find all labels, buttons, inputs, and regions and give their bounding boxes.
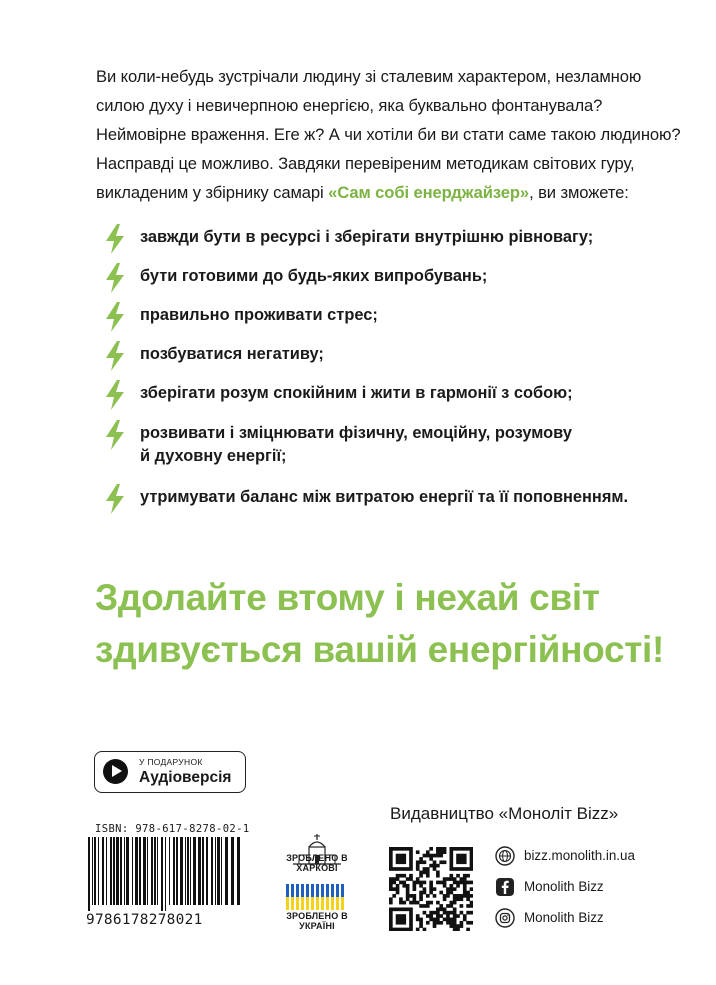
list-item-text: правильно проживати стрес; <box>140 306 378 324</box>
intro-paragraph <box>96 62 681 207</box>
barcode-number: 9786178278021 <box>86 912 203 928</box>
contact-text: bizz.monolith.in.ua <box>524 848 635 863</box>
list-item-text: завжди бути в ресурсі і зберігати внутрішню рівновагу; <box>140 228 594 246</box>
list-item-text: розвивати і зміцнювати фізичну, емоційну, розумову <box>140 424 572 442</box>
lightning-bolt-icon <box>104 341 126 371</box>
lightning-bolt-icon <box>104 302 126 332</box>
instagram-icon <box>495 908 515 928</box>
intro-line: Ви коли-небудь зустрічали людину зі сталевим характером, незламною <box>96 67 642 86</box>
play-icon <box>103 759 128 784</box>
contact-website <box>495 846 695 870</box>
slogan <box>95 572 664 676</box>
barcode-icon <box>86 837 246 911</box>
isbn-label: ISBN: 978-617-8278-02-1 <box>95 823 250 835</box>
intro-line <box>96 178 656 207</box>
publisher-name: Видавництво «Моноліт Bizz» <box>390 804 619 823</box>
book-title: «Сам собі енерджайзер» <box>328 183 530 202</box>
audio-version-badge <box>94 751 246 793</box>
intro-line: силою духу і невичерпною енергією, яка буквально фонтанувала? <box>96 96 603 115</box>
lightning-bolt-icon <box>104 380 126 410</box>
list-item-text: позбуватися негативу; <box>140 345 324 363</box>
lightning-bolt-icon <box>104 420 126 450</box>
list-item-text: зберігати розум спокійним і жити в гармонії з собою; <box>140 384 573 402</box>
contact-text: Monolith Bizz <box>524 910 604 925</box>
qr-code-icon <box>389 847 473 931</box>
slogan-line: Здолайте втому і нехай світ <box>95 577 600 618</box>
intro-last-prefix: викладеним у збірнику самарі <box>96 183 329 202</box>
slogan-line: здивується вашій енергійності! <box>95 629 665 670</box>
made-in-kharkiv-label: ЗРОБЛЕНО В ХАРКОВІ <box>286 853 348 873</box>
lightning-bolt-icon <box>104 484 126 514</box>
audio-badge-caption: У ПОДАРУНОК <box>139 757 203 767</box>
ukraine-flag-icon <box>286 884 348 910</box>
list-item-text: бути готовими до будь-яких випробувань; <box>140 267 488 285</box>
contact-facebook <box>495 877 695 901</box>
made-in-ukraine-label: ЗРОБЛЕНО В УКРАЇНІ <box>286 911 348 931</box>
contact-text: Monolith Bizz <box>524 879 604 894</box>
lightning-bolt-icon <box>104 224 126 254</box>
intro-last-suffix: , ви зможете: <box>529 183 629 202</box>
lightning-bolt-icon <box>104 263 126 293</box>
contact-instagram <box>495 908 695 932</box>
facebook-icon <box>495 877 515 897</box>
intro-line: Насправді це можливо. Завдяки перевіреним методикам світових гуру, <box>96 154 635 173</box>
intro-line: Неймовірне враження. Еге ж? А чи хотіли би ви стати саме такою людиною? <box>96 125 681 144</box>
list-item-text: й духовну енергії; <box>140 447 287 465</box>
list-item-text: утримувати баланс між витратою енергії та її поповненням. <box>140 488 629 506</box>
globe-icon <box>495 846 515 866</box>
audio-badge-title: Аудіоверсія <box>139 769 232 786</box>
